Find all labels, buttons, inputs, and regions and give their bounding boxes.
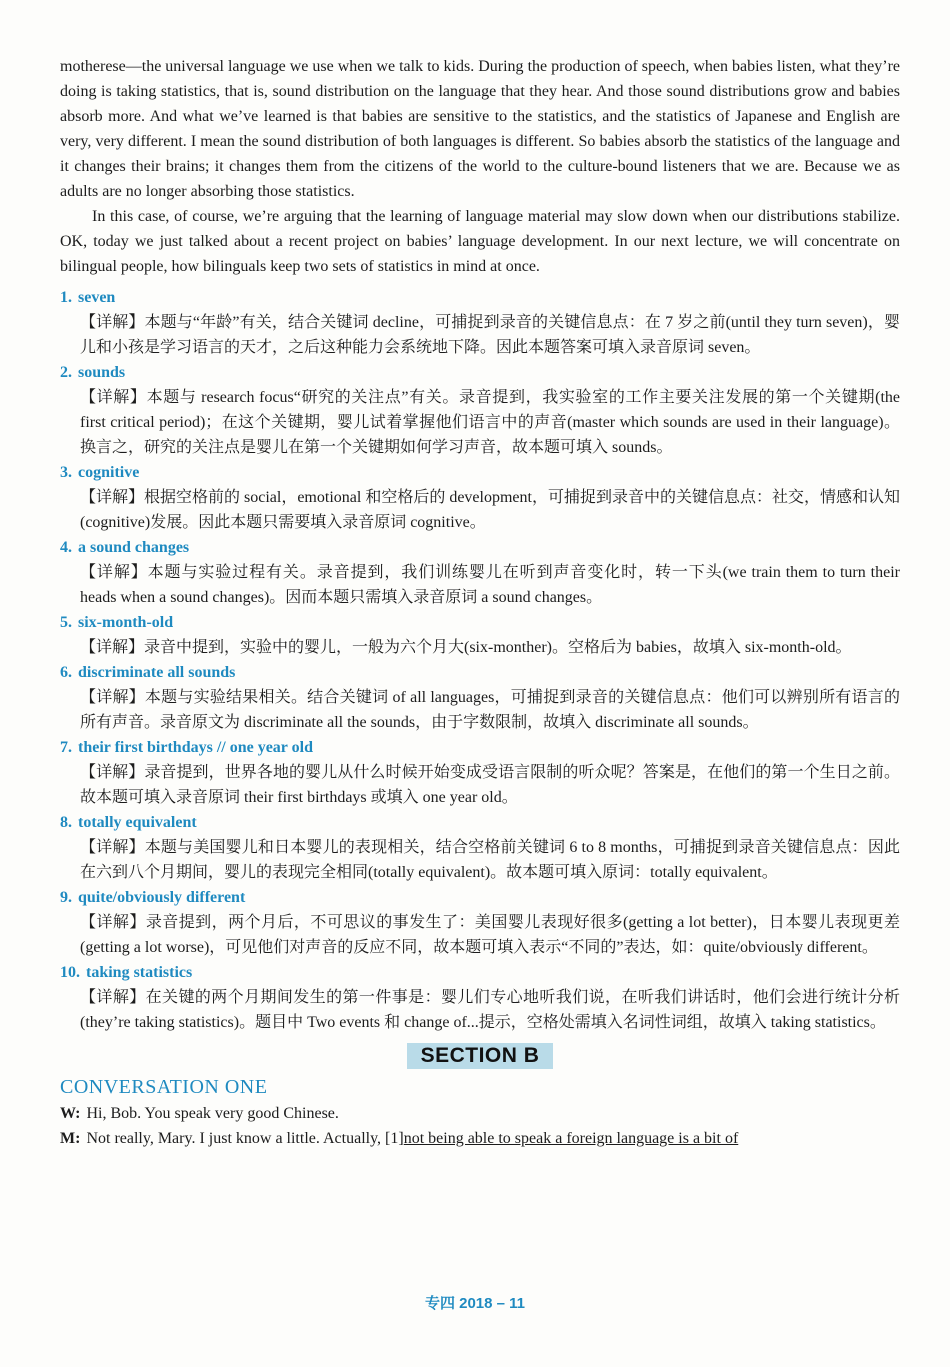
dialog-line: [60, 1101, 900, 1126]
answer-number: 1.: [60, 289, 72, 306]
speaker-label: M:: [60, 1130, 81, 1147]
answer-number: 8.: [60, 814, 72, 831]
answer-text: cognitive: [78, 464, 140, 481]
answer-item: [60, 660, 900, 735]
answer-text: their first birthdays // one year old: [78, 739, 313, 756]
conversation-title: CONVERSATION ONE: [60, 1076, 268, 1098]
answer-text: seven: [78, 289, 116, 306]
answer-number: 4.: [60, 539, 72, 556]
answer-explanation: 【详解】本题与“年龄”有关，结合关键词 decline，可捕捉到录音的关键信息点：在 7 岁之前(until they turn seven)，婴儿和小孩是学习语言的天才，之后这种能力会系统地下降。因此本题答案可填入录音原词 seven。: [80, 314, 900, 356]
answer-text: quite/obviously different: [78, 889, 246, 906]
answer-number: 3.: [60, 464, 72, 481]
answer-number: 7.: [60, 739, 72, 756]
section-header-wrap: [60, 1043, 900, 1069]
underlined-answer-text: not being able to speak a foreign language is a bit of: [403, 1130, 739, 1147]
answer-explanation: 【详解】本题与实验结果相关。结合关键词 of all languages，可捕捉到录音的关键信息点：他们可以辨别所有语言的所有声音。录音原文为 discriminate all the sounds，由于字数限制，故填入 discriminate all sounds。: [80, 689, 900, 731]
dialog-line: [60, 1126, 900, 1151]
answer-text: a sound changes: [78, 539, 190, 556]
answer-item: [60, 810, 900, 885]
answer-item: [60, 285, 900, 360]
answer-text: six-month-old: [78, 614, 174, 631]
passage-paragraph-2: In this case, of course, we’re arguing that the learning of language material may slow down when our distributions stabilize. OK, today we just talked about a recent project on babies’ language development. In our next lecture, we will concentrate on bilingual people, how bilinguals keep two sets of statistics in mind at once.: [60, 208, 900, 275]
answer-text: taking statistics: [86, 964, 193, 981]
answer-explanation: 【详解】在关键的两个月期间发生的第一件事是：婴儿们专心地听我们说，在听我们讲话时，他们会进行统计分析(they’re taking statistics)。题目中 Two events 和 change of...提示，空格处需填入名词性词组，故填入 taking statistics。: [80, 989, 900, 1031]
answer-item: [60, 535, 900, 610]
section-b-heading: SECTION B: [407, 1043, 554, 1069]
answer-number: 6.: [60, 664, 72, 681]
answer-text: discriminate all sounds: [78, 664, 236, 681]
page-content: [60, 54, 900, 1151]
answer-item: [60, 460, 900, 535]
answer-number: 10.: [60, 964, 80, 981]
dialog: [60, 1101, 900, 1151]
answer-number: 2.: [60, 364, 72, 381]
answer-list: [60, 285, 900, 1035]
speaker-label: W:: [60, 1105, 81, 1122]
answer-explanation: 【详解】录音中提到，实验中的婴儿，一般为六个月大(six-monther)。空格后为 babies，故填入 six-month-old。: [80, 639, 852, 656]
answer-explanation: 【详解】录音提到，两个月后，不可思议的事发生了：美国婴儿表现好很多(getting a lot better)，日本婴儿表现更差(getting a lot worse)，可见他们对声音的反应不同，故本题可填入表示“不同的”表达，如：quite/obviously different。: [80, 914, 900, 956]
dialog-text: Not really, Mary. I just know a little. Actually, [1]: [86, 1130, 404, 1147]
answer-item: [60, 360, 900, 460]
answer-number: 5.: [60, 614, 72, 631]
answer-explanation: 【详解】本题与 research focus“研究的关注点”有关。录音提到，我实验室的工作主要关注发展的第一个关键期(the first critical period)；在这个关键期，婴儿试着掌握他们语言中的声音(master which sounds are used in their language)。换言之，研究的关注点是婴儿在第一个关键期如何学习声音，故本题可填入 sounds。: [80, 389, 900, 456]
passage-paragraph-1: motherese—the universal language we use when we talk to kids. During the production of speech, when babies listen, what they’re doing is taking statistics, that is, sound distribution on the language that they hear. And those sound distributions grow and babies absorb more. And what we’ve learned is that babies are sensitive to the statistics, and the statistics of Japanese and English are very, very different. I mean the sound distribution of both languages is different. So babies absorb the statistics of the language and it changes their brains; it changes them from the citizens of the world to the culture-bound listeners that we are. Because we as adults are no longer absorbing those statistics.: [60, 58, 900, 200]
page-footer: 专四 2018 – 11: [424, 1295, 526, 1312]
answer-item: [60, 610, 900, 660]
answer-text: totally equivalent: [78, 814, 197, 831]
answer-explanation: 【详解】本题与实验过程有关。录音提到，我们训练婴儿在听到声音变化时，转一下头(we train them to turn their heads when a sound changes)。因而本题只需填入录音原词 a sound changes。: [80, 564, 900, 606]
answer-number: 9.: [60, 889, 72, 906]
answer-explanation: 【详解】录音提到，世界各地的婴儿从什么时候开始变成受语言限制的听众呢？答案是，在他们的第一个生日之前。故本题可填入录音原词 their first birthdays 或填入 one year old。: [80, 764, 900, 806]
answer-item: [60, 735, 900, 810]
dialog-text: Hi, Bob. You speak very good Chinese.: [86, 1105, 339, 1122]
answer-item: [60, 960, 900, 1035]
answer-item: [60, 885, 900, 960]
answer-explanation: 【详解】根据空格前的 social，emotional 和空格后的 development，可捕捉到录音中的关键信息点：社交，情感和认知(cognitive)发展。因此本题只需要填入录音原词 cognitive。: [80, 489, 900, 531]
answer-explanation: 【详解】本题与美国婴儿和日本婴儿的表现相关，结合空格前关键词 6 to 8 months，可捕捉到录音关键信息点：因此在六到八个月期间，婴儿的表现完全相同(totally equivalent)。故本题可填入原词：totally equivalent。: [80, 839, 900, 881]
answer-text: sounds: [78, 364, 126, 381]
